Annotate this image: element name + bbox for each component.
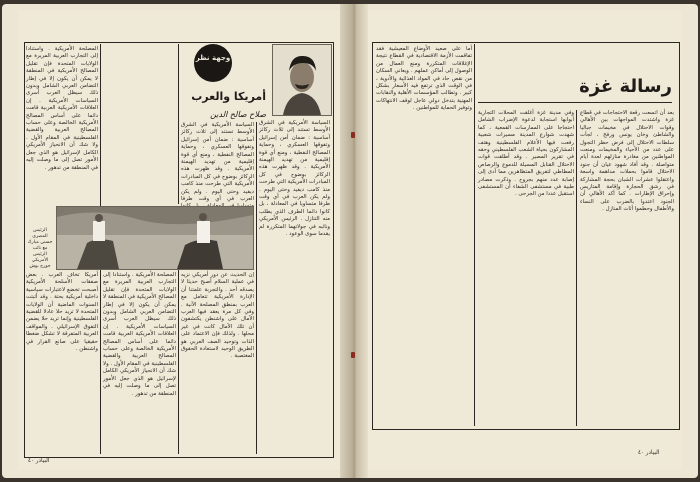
author-portrait [272, 44, 332, 116]
gutter [340, 4, 368, 478]
column-rule [178, 270, 179, 454]
staple [351, 352, 355, 358]
photo-caption: الرئيس المصري حسني مبارك مع نائب الرئيس الأمريكي جورج بوش [27, 228, 53, 269]
right-headline: رسالة غزة [579, 76, 672, 97]
left-folio: البيادر ٤٠ [28, 458, 50, 464]
left-column-3b: إن الحديث عن دور أمريكي نزيه في عملية السلام أصبح حديثا لا يصدقه أحد . والتجربة علمتنا أن الإدارة الأمريكية تتعامل مع العرب بمنطق المصلحة الآنية . وفي كل مرة يعقد فيها العرب الآمال على واشنطن يكتشفون أن تلك الآمال كانت في غير محلها . ولذلك فإن الاعتماد على الذات وتوحيد الصف العربي هو الطريق الوحيد لاستعادة الحقوق المغتصبة . [181, 272, 254, 360]
left-column-1a: المصلحة الأمريكية . واستنادا إلى التجارب العربية المريرة مع الولايات المتحدة فإن تقليل المصالح الأمريكية في المنطقة لا يمكن أن يكون إلا في إطار التضامن العربي الشامل وبدون ذلك سيظل العرب أسرى السياسات الأمريكية . إن العلاقات الأمريكية العربية قامت دائما على أساس المصالح الأمريكية الخالصة وعلى حساب المصالح العربية والقضية الفلسطينية في المقام الأول . ولا شك أن الانحياز الأمريكي الكامل لإسرائيل هو الذي جعل الأمور تصل إلى ما وصلت إليه في المنطقة من تدهور . [26, 46, 98, 171]
column-rule [178, 44, 179, 204]
opinion-badge [194, 44, 232, 82]
headline-rule [478, 102, 672, 103]
left-column-2b: المصلحة الأمريكية . واستنادا إلى التجارب العربية المريرة مع الولايات المتحدة فإن تقليل المصالح الأمريكية في المنطقة لا يمكن أن يكون إلا في إطار التضامن العربي الشامل وبدون ذلك سيظل العرب أسرى السياسات الأمريكية . إن العلاقات الأمريكية العربية قامت دائما على أساس المصالح الأمريكية الخالصة وعلى حساب المصالح العربية والقضية الفلسطينية في المقام الأول . ولا شك أن الانحياز الأمريكي الكامل لإسرائيل هو الذي جعل الأمور تصل إلى ما وصلت إليه في المنطقة من تدهور . [103, 272, 176, 397]
left-headline: أمريكا والعرب [191, 90, 266, 103]
right-page [368, 10, 682, 470]
right-folio: البيادر ٤٠ [638, 450, 660, 456]
column-rule [256, 122, 257, 454]
left-column-4: السياسة الأمريكية في الشرق الأوسط تستند إلى ثلاث ركائز أساسية : ضمان أمن إسرائيل وتفوقها العسكري ، وحماية المصالح النفطية ، ومنع أي قوة إقليمية من تهديد الهيمنة الأمريكية . وقد ظهرت هذه الركائز بوضوح في كل المبادرات الأمريكية التي طرحت منذ كامب ديفيد وحتى اليوم . ولم يكن العرب في أي وقت طرفا متساويا في المعادلة ، بل كانوا دائما الطرف الذي يطلب منه التنازل . الرئيس الأمريكي ونائبه في جولاتهما المتكررة لم يقدما سوى الوعود . [259, 120, 330, 238]
horse-riders-photo [56, 206, 254, 270]
right-column-2: وفي مدينة غزة أغلقت المحلات التجارية أبوابها استجابة لدعوة الإضراب الشامل احتجاجا على الممارسات القمعية ، كما شهدت شوارع المدينة مسيرات شعبية رفعت فيها الأعلام الفلسطينية وهتف المشاركون بحياة الشعب الفلسطيني وحقه في تقرير المصير . وقد أطلقت قوات الاحتلال القنابل المسيلة للدموع والرصاص المطاطي لتفريق المتظاهرين مما أدى إلى إصابة عدد منهم بجروح . وذكرت مصادر طبية في مستشفى الشفاء أن المستشفى استقبل عددا من الجرحى . [478, 110, 574, 198]
left-byline: صلاح صالح الدين [210, 110, 266, 119]
right-column-1: بعد أن اتسعت رقعة الاحتجاجات في قطاع غزة واشتدت المواجهات بين الأهالي وقوات الاحتلال في مخيمات جباليا والشاطئ وخان يونس ورفح ، لجأت سلطات الاحتلال إلى فرض حظر التجول على عدد من الأحياء والمخيمات ومنعت المواطنين من مغادرة منازلهم لعدة أيام متواصلة . وقد أفاد شهود عيان أن جنود الاحتلال قاموا بحملات مداهمة واسعة واعتقلوا عشرات الشبان بحجة المشاركة في رشق الحجارة وإقامة المتاريس وإحراق الإطارات . كما أكد الأهالي أن الجنود اعتدوا بالضرب على النساء والأطفال وحطموا أثاث المنازل . [580, 110, 674, 213]
left-column-3a: السياسة الأمريكية في الشرق الأوسط تستند إلى ثلاث ركائز أساسية : ضمان أمن إسرائيل وتفوقها العسكري ، وحماية المصالح النفطية ، ومنع أي قوة إقليمية من تهديد الهيمنة الأمريكية . وقد ظهرت هذه الركائز بوضوح في كل المبادرات الأمريكية التي طرحت منذ كامب ديفيد وحتى اليوم . ولم يكن العرب في أي وقت طرفا [181, 122, 254, 203]
left-column-1b: أمريكا تخاف العرب . بعض صفقات الأسلحة الأمريكية أصبحت تخضع لاعتبارات سياسية داخلية أمريكية بحتة . وقد أثبتت السنوات الماضية أن الولايات المتحدة لا تريد حلا عادلا للقضية الفلسطينية وإنما تريد حلا يضمن التفوق الإسرائيلي . والمواقف العربية المتفرقة لا تشكل ضغطا حقيقيا على صانع القرار في واشنطن . [26, 272, 98, 353]
badge-text: وجهة نظر [195, 54, 231, 62]
column-rule [474, 44, 475, 426]
right-column-3: أما على صعيد الأوضاع المعيشية فقد تفاقمت الأزمة الاقتصادية في القطاع نتيجة الإغلاقات المتكررة ومنع العمال من الوصول إلى أماكن عملهم . ويعاني السكان من نقص حاد في المواد الغذائية والأدوية ، في الوقت الذي ترتفع فيه الأسعار بشكل كبير . وتطالب المؤسسات الأهلية والنقابات المهنية بتدخل دولي عاجل لوقف الانتهاكات وتوفير الحماية للمواطنين . [376, 46, 472, 112]
column-rule [576, 110, 577, 426]
staple [351, 132, 355, 138]
left-page [18, 10, 340, 470]
